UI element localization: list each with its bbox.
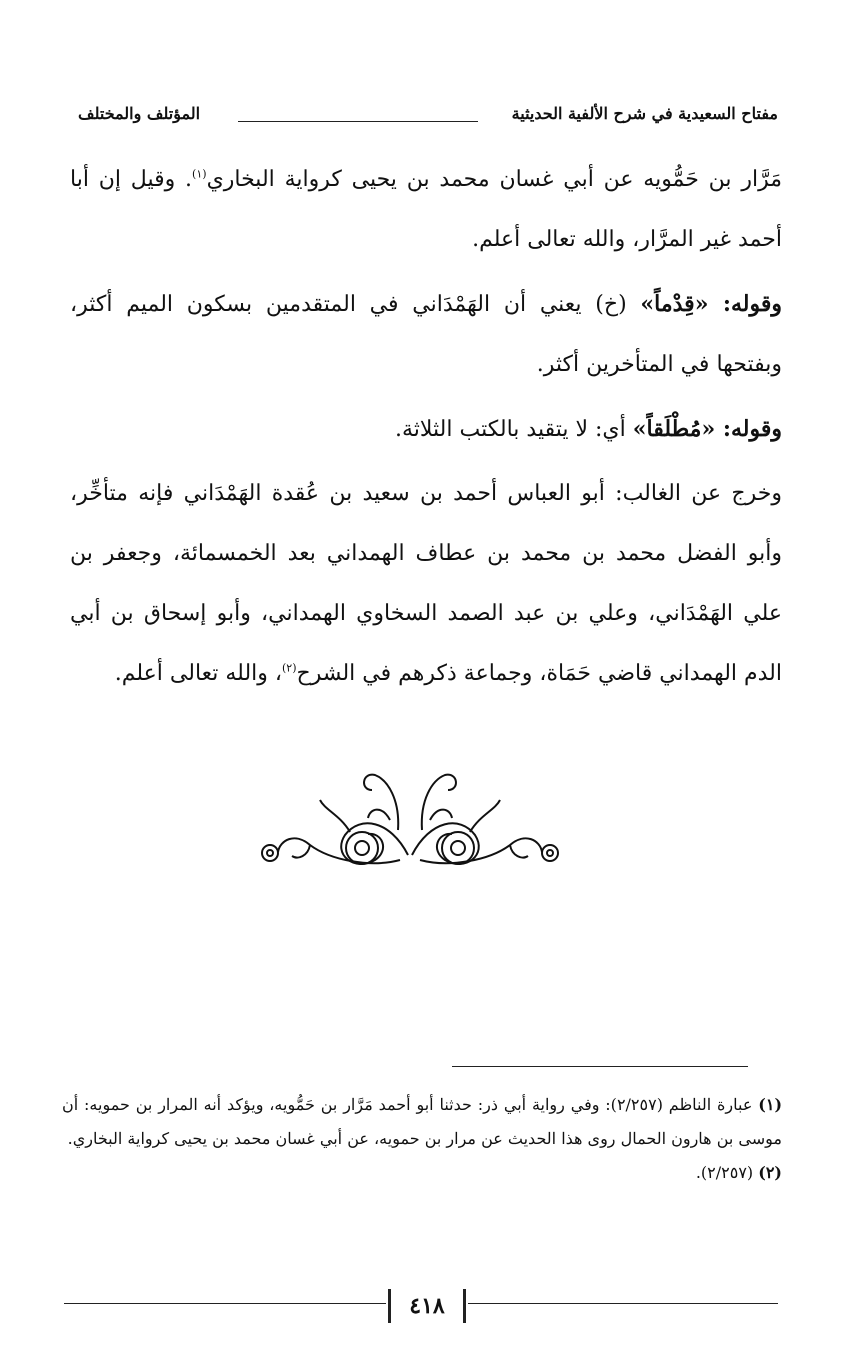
paragraph-3	[70, 399, 782, 460]
footnote-ref-2: (٢)	[282, 661, 297, 675]
page-number-rule-right	[468, 1303, 778, 1304]
footnote-separator	[452, 1066, 748, 1067]
paragraph-2-text: (خ) يعني أن الهَمْدَاني في المتقدمين بسكون الميم أكثر، وبفتحها في المتأخرين أكثر.	[70, 292, 782, 377]
paragraph-3-lead: وقوله:	[715, 416, 782, 442]
paragraph-1	[70, 150, 782, 270]
footnotes	[62, 1088, 782, 1190]
running-header	[78, 104, 778, 134]
page-number: ٤١٨	[409, 1293, 445, 1319]
paragraph-4-text: وخرج عن الغالب: أبو العباس أحمد بن سعيد بن عُقدة الهَمْدَاني فإنه متأخِّر، وأبو الفضل محمد بن محمد بن عطاف الهمداني بعد الخمسمائة، وجعفر بن علي الهَمْدَاني، وعلي بن عبد الصمد السخاوي الهمداني، وأبو إسحاق بن أبي الدم الهمداني قاضي حَمَاة، وجماعة ذكرهم في الشرح	[70, 481, 782, 686]
decorative-ornament	[250, 760, 570, 880]
section-title: المؤتلف والمختلف	[78, 104, 201, 123]
main-text	[70, 150, 782, 704]
header-rule	[238, 121, 478, 122]
paragraph-4-end: ، والله تعالى أعلم.	[114, 661, 282, 686]
footnote-1-number: (١)	[758, 1095, 783, 1114]
paragraph-1-text: مَرَّار بن حَمُّويه عن أبي غسان محمد بن يحيى كرواية البخاري	[206, 167, 783, 192]
footnote-2-text: (٢/٢٥٧).	[695, 1163, 759, 1182]
footnote-1	[62, 1088, 782, 1156]
paragraph-4	[70, 464, 782, 704]
footnote-ref-1: (١)	[192, 167, 207, 181]
paragraph-2-lead: وقوله:	[708, 291, 782, 317]
term-mutlaqan: «مُطْلَقاً»	[632, 416, 716, 442]
book-title: مفتاح السعيدية في شرح الألفية الحديثية	[511, 104, 778, 123]
footnote-2-number: (٢)	[758, 1163, 782, 1182]
footnote-2	[62, 1156, 782, 1190]
paragraph-1-end: . وقيل إن أبا أحمد غير المرَّار، والله تعالى أعلم.	[70, 167, 782, 252]
ornament-right-half	[412, 775, 558, 864]
ornament-left-half	[262, 775, 408, 864]
paragraph-2	[70, 274, 782, 395]
paragraph-3-text: أي: لا يتقيد بالكتب الثلاثة.	[395, 417, 633, 442]
term-qidman: «قِدْماً»	[640, 291, 709, 317]
page-number-rule-left	[64, 1303, 386, 1304]
footnote-1-text: عبارة الناظم (٢/٢٥٧): وفي رواية أبي ذر: حدثنا أبو أحمد مَرَّار بن حَمُّويه، ويؤكد أنه المرار بن حمويه: أن موسى بن هارون الحمال روى هذا الحديث عن مرار بن حمويه، عن أبي غسان محمد بن يحيى كرواية البخاري.	[62, 1095, 782, 1148]
